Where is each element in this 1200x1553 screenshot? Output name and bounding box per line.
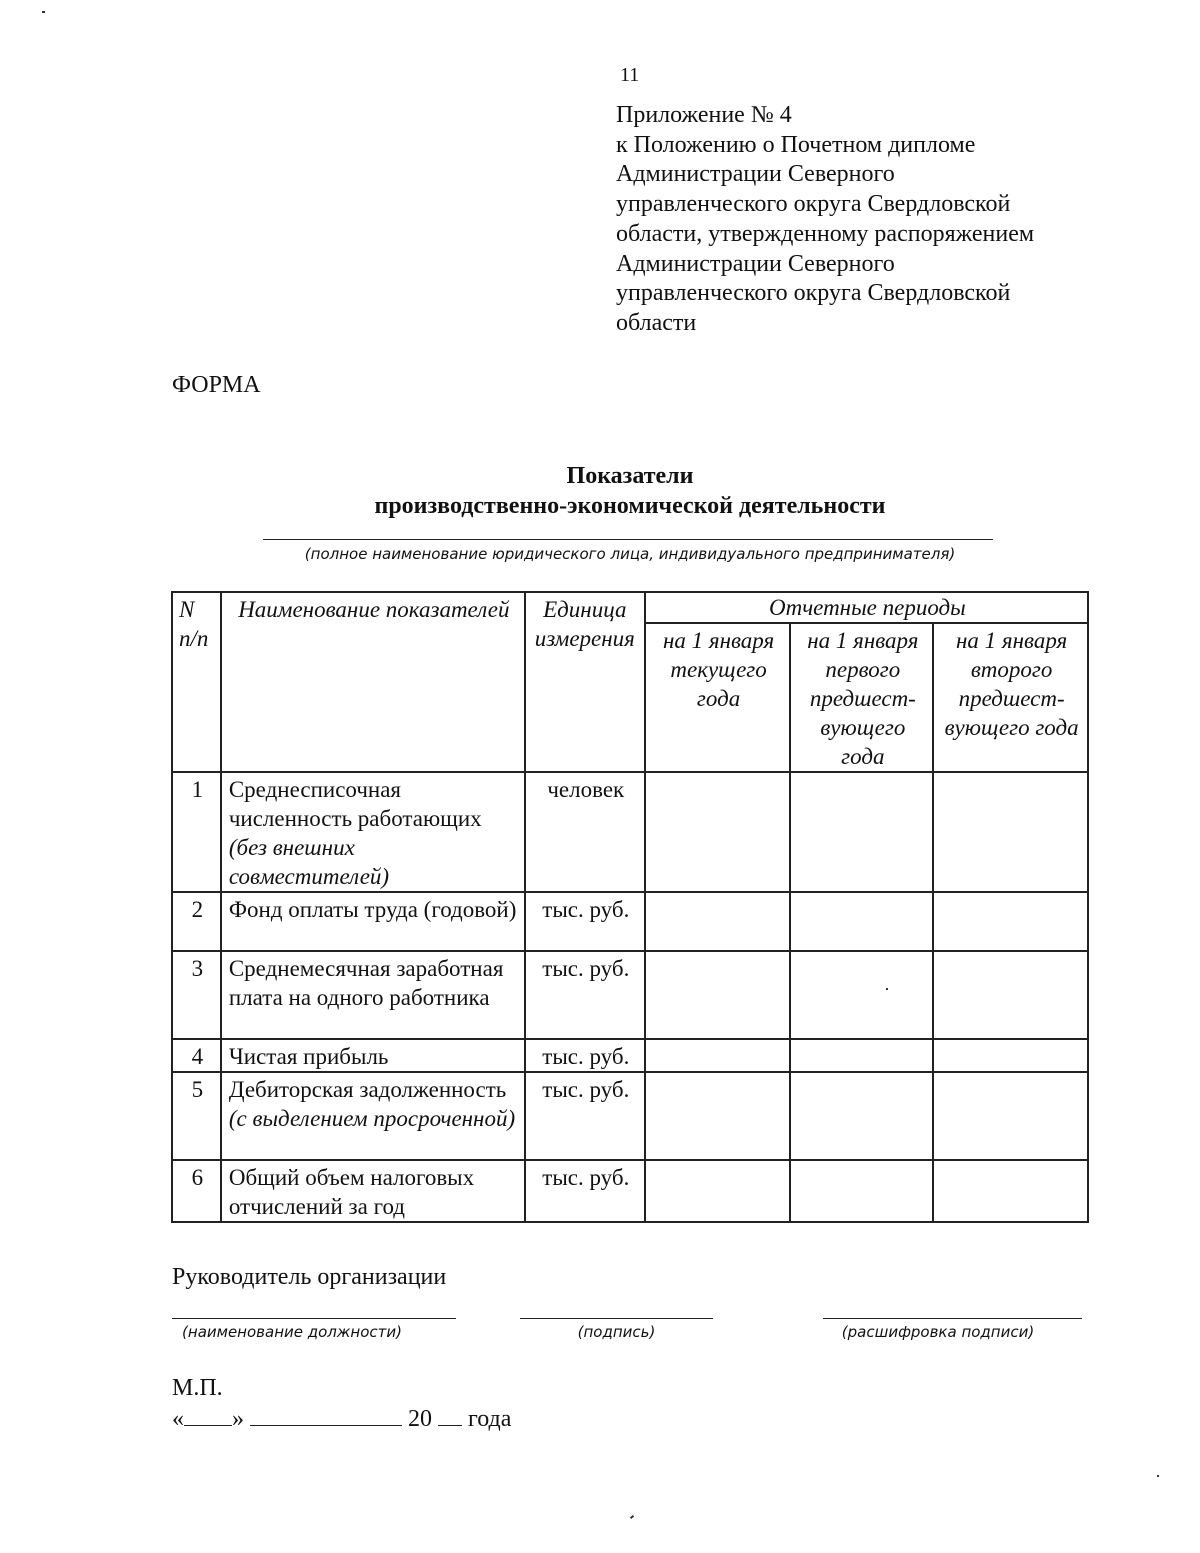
organization-name-caption: (полное наименование юридического лица, индивидуального предпринимателя) xyxy=(304,545,956,563)
row-unit: тыс. руб. xyxy=(525,1039,645,1072)
month-field[interactable] xyxy=(250,1405,402,1426)
table-row xyxy=(172,892,1088,951)
indicators-table xyxy=(171,591,1089,1223)
row-name: Среднемесячная заработная плата на одного работника xyxy=(221,951,525,1039)
table-row xyxy=(172,1039,1088,1072)
value-cell[interactable] xyxy=(645,772,791,892)
row-name: Фонд оплаты труда (годовой) xyxy=(221,892,525,951)
row-unit: тыс. руб. xyxy=(525,1072,645,1160)
value-cell[interactable] xyxy=(790,951,933,1039)
value-cell[interactable] xyxy=(790,892,933,951)
value-cell[interactable] xyxy=(790,1160,933,1222)
row-unit: человек xyxy=(525,772,645,892)
value-cell[interactable] xyxy=(645,951,791,1039)
value-cell[interactable] xyxy=(933,1160,1088,1222)
document-title xyxy=(230,461,1030,521)
value-cell[interactable] xyxy=(933,1039,1088,1072)
value-cell[interactable] xyxy=(790,772,933,892)
appendix-block xyxy=(616,101,1176,339)
value-cell[interactable] xyxy=(790,1072,933,1160)
appendix-line: к Положению о Почетном дипломе xyxy=(616,131,976,158)
row-name-cell xyxy=(221,772,525,892)
row-name: Среднесписочная численность работающих xyxy=(228,777,482,831)
row-unit: тыс. руб. xyxy=(525,951,645,1039)
head-of-organization-label: Руководитель организации xyxy=(172,1264,447,1290)
signature-caption: (подпись) xyxy=(577,1323,656,1341)
value-cell[interactable] xyxy=(933,772,1088,892)
row-name: Общий объем налоговых отчислений за год xyxy=(221,1160,525,1222)
table-row xyxy=(172,1160,1088,1222)
table-row xyxy=(172,951,1088,1039)
position-caption: (наименование должности) xyxy=(182,1323,402,1341)
year-prefix: 20 xyxy=(408,1406,432,1432)
appendix-line: области, утвержденному распоряжением xyxy=(616,220,1035,247)
row-number: 4 xyxy=(172,1039,221,1072)
date-open-quote: « xyxy=(172,1406,184,1432)
table-row xyxy=(172,772,1088,892)
page-number: 11 xyxy=(620,64,640,86)
value-cell[interactable] xyxy=(645,1039,791,1072)
value-cell[interactable] xyxy=(933,892,1088,951)
header-unit: Единица измерения xyxy=(525,592,645,772)
signature-line[interactable] xyxy=(520,1318,713,1319)
date-close-quote: » xyxy=(232,1406,244,1432)
scan-speck xyxy=(886,988,888,990)
title-line-2: производственно-экономической деятельности xyxy=(374,493,886,519)
row-unit: тыс. руб. xyxy=(525,892,645,951)
header-name: Наименование показателей xyxy=(221,592,525,772)
position-line[interactable] xyxy=(172,1318,456,1319)
value-cell[interactable] xyxy=(645,892,791,951)
table-header-row xyxy=(172,592,1088,623)
value-cell[interactable] xyxy=(790,1039,933,1072)
stamp-label: М.П. xyxy=(172,1375,223,1401)
header-periods: Отчетные периоды xyxy=(645,592,1088,623)
appendix-line: управленческого округа Свердловской xyxy=(616,280,1011,307)
header-period-prev-2: на 1 января второго предшест-вующего года xyxy=(933,623,1088,772)
row-name-note: (без внешних совместителей) xyxy=(228,835,390,889)
appendix-line: Администрации Северного xyxy=(616,250,895,277)
value-cell[interactable] xyxy=(933,1072,1088,1160)
header-period-prev-1: на 1 января первого предшест-вующего года xyxy=(790,623,933,772)
row-number: 3 xyxy=(172,951,221,1039)
date-line xyxy=(172,1405,511,1433)
row-number: 6 xyxy=(172,1160,221,1222)
appendix-line: области xyxy=(616,309,697,336)
day-field[interactable] xyxy=(184,1405,232,1426)
signature-decoding-line[interactable] xyxy=(823,1318,1082,1319)
appendix-line: Приложение № 4 xyxy=(616,102,792,128)
signature-decoding-caption: (расшифровка подписи) xyxy=(841,1323,1035,1341)
form-label: ФОРМА xyxy=(172,372,261,398)
table-row xyxy=(172,1072,1088,1160)
row-number: 5 xyxy=(172,1072,221,1160)
value-cell[interactable] xyxy=(933,951,1088,1039)
scan-speck xyxy=(630,1515,634,1519)
value-cell[interactable] xyxy=(645,1072,791,1160)
title-line-1: Показатели xyxy=(566,463,694,489)
row-number: 1 xyxy=(172,772,221,892)
date-suffix: года xyxy=(468,1406,512,1432)
appendix-line: Администрации Северного xyxy=(616,161,895,188)
row-name: Чистая прибыль xyxy=(221,1039,525,1072)
scan-speck xyxy=(42,11,45,13)
organization-name-line[interactable] xyxy=(263,539,993,540)
row-name-note: (с выделением просроченной) xyxy=(228,1106,516,1131)
row-number: 2 xyxy=(172,892,221,951)
scan-speck xyxy=(1157,1475,1159,1477)
value-cell[interactable] xyxy=(645,1160,791,1222)
appendix-line: управленческого округа Свердловской xyxy=(616,191,1011,218)
row-name: Дебиторская задолженность xyxy=(228,1077,507,1102)
row-unit: тыс. руб. xyxy=(525,1160,645,1222)
row-name-cell xyxy=(221,1072,525,1160)
header-period-current: на 1 января текущего года xyxy=(645,623,791,772)
header-num: N п/п xyxy=(172,592,221,772)
year-field[interactable] xyxy=(438,1405,462,1426)
